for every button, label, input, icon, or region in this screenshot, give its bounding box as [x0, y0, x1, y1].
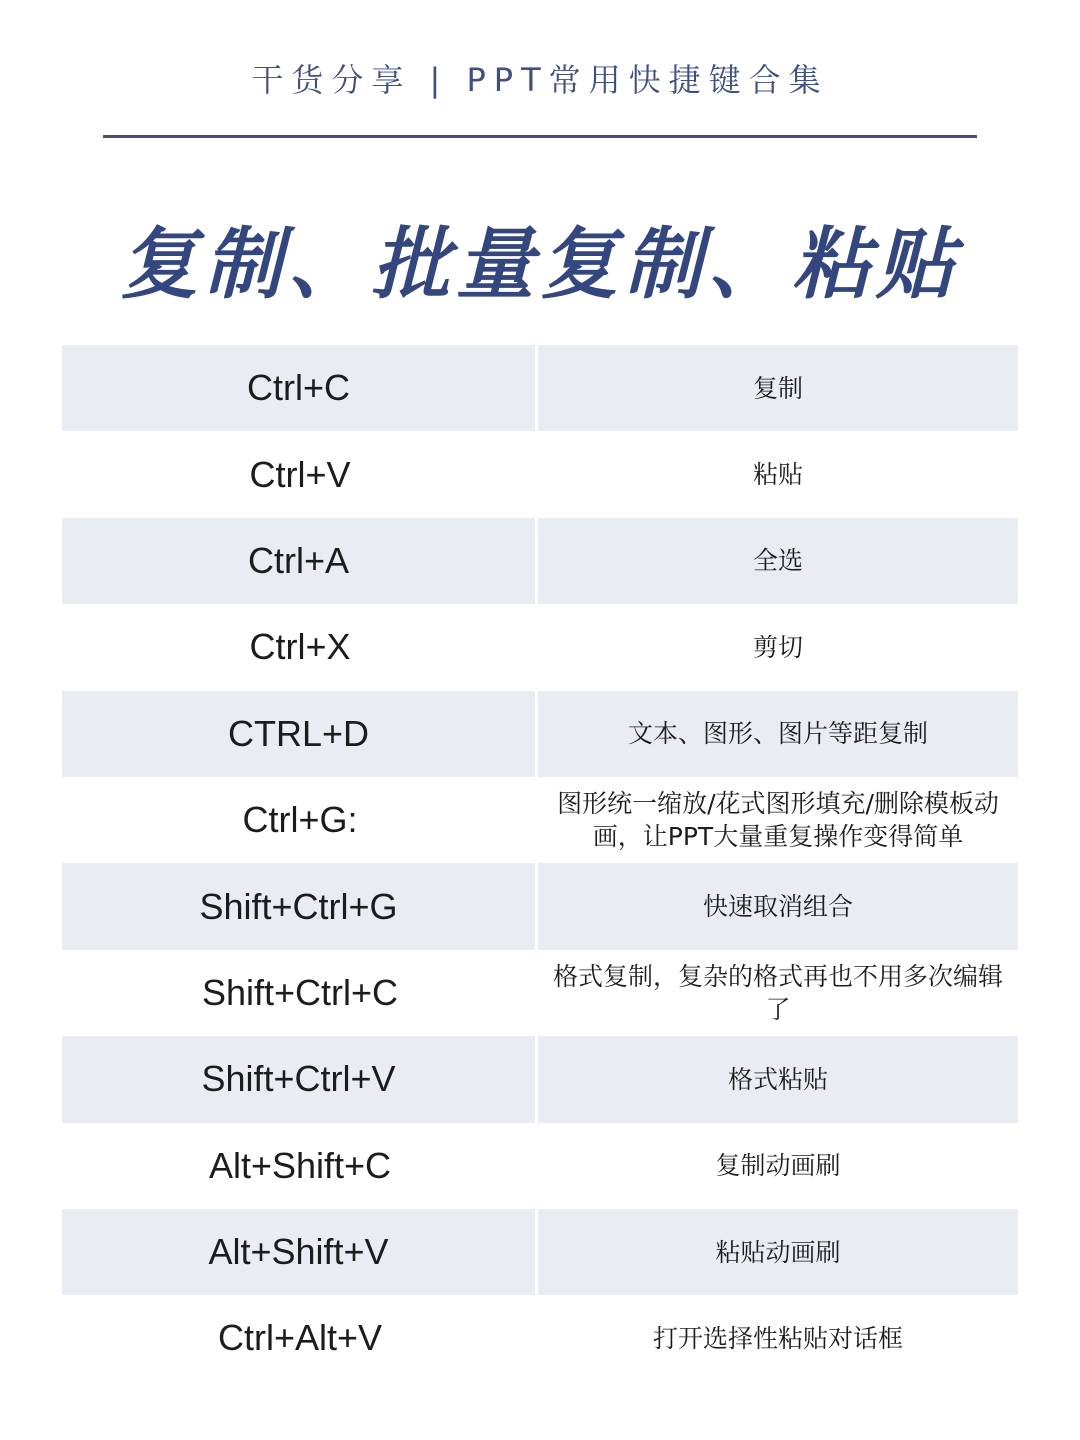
shortcut-description: 文本、图形、图片等距复制 — [538, 691, 1018, 777]
table-row — [62, 863, 1018, 949]
table-row — [62, 1123, 1018, 1209]
shortcut-key: Ctrl+Alt+V — [62, 1295, 538, 1381]
shortcut-description: 快速取消组合 — [538, 863, 1018, 949]
shortcut-key: Ctrl+X — [62, 604, 538, 690]
shortcut-description: 剪切 — [538, 604, 1018, 690]
shortcut-key: Ctrl+C — [62, 345, 538, 431]
table-row — [62, 604, 1018, 690]
shortcut-key: Ctrl+A — [62, 518, 538, 604]
shortcut-key: Shift+Ctrl+G — [62, 863, 538, 949]
table-row — [62, 691, 1018, 777]
table-row — [62, 431, 1018, 517]
shortcut-key: CTRL+D — [62, 691, 538, 777]
page-title: 复制、批量复制、粘贴 — [119, 220, 960, 310]
shortcut-table — [62, 345, 1018, 1382]
shortcut-description: 格式粘贴 — [538, 1036, 1018, 1122]
shortcut-key: Shift+Ctrl+C — [62, 950, 538, 1036]
header-subtitle: 干货分享 | PPT常用快捷键合集 — [251, 61, 829, 99]
shortcut-description: 复制 — [538, 345, 1018, 431]
shortcut-description: 粘贴 — [538, 431, 1018, 517]
shortcut-key: Ctrl+V — [62, 431, 538, 517]
shortcut-description: 复制动画刷 — [538, 1123, 1018, 1209]
table-row — [62, 950, 1018, 1036]
shortcut-description: 打开选择性粘贴对话框 — [538, 1295, 1018, 1381]
shortcut-key: Alt+Shift+C — [62, 1123, 538, 1209]
shortcut-key: Alt+Shift+V — [62, 1209, 538, 1295]
header-divider — [103, 135, 977, 138]
table-row — [62, 518, 1018, 604]
shortcut-description: 格式复制，复杂的格式再也不用多次编辑了 — [538, 950, 1018, 1036]
table-row — [62, 777, 1018, 863]
shortcut-key: Ctrl+G: — [62, 777, 538, 863]
shortcut-description: 图形统一缩放/花式图形填充/删除模板动画，让PPT大量重复操作变得简单 — [538, 777, 1018, 863]
shortcut-key: Shift+Ctrl+V — [62, 1036, 538, 1122]
table-row — [62, 345, 1018, 431]
shortcut-description: 全选 — [538, 518, 1018, 604]
table-row — [62, 1295, 1018, 1381]
shortcut-description: 粘贴动画刷 — [538, 1209, 1018, 1295]
table-row — [62, 1036, 1018, 1122]
table-row — [62, 1209, 1018, 1295]
